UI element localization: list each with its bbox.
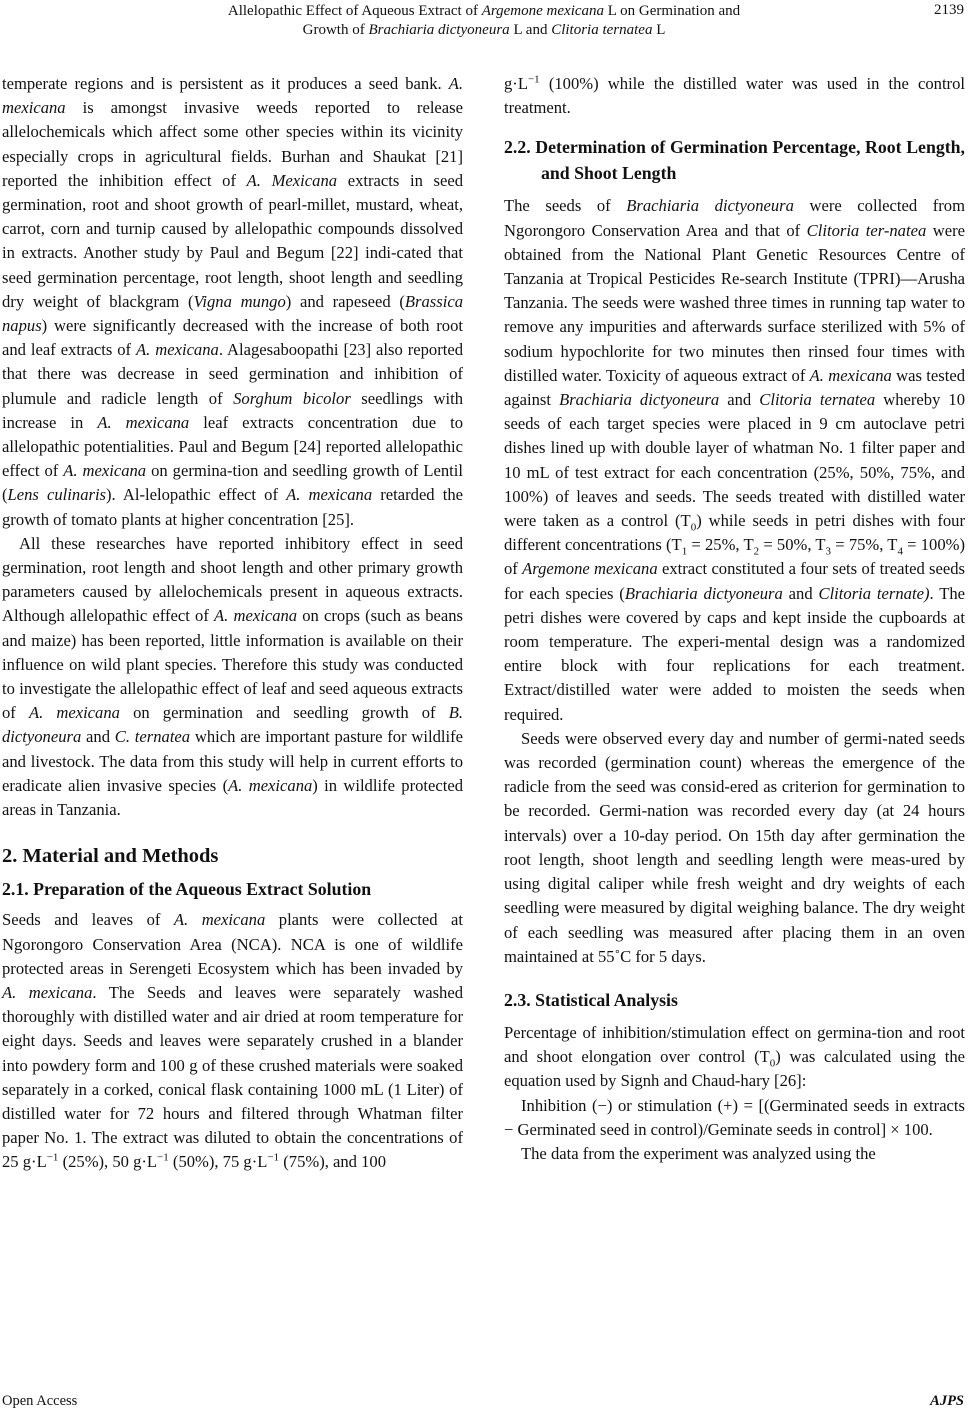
running-title-line1: Allelopathic Effect of Aqueous Extract of Argemone mexicana L on Germination and [227,3,741,19]
running-head [0,2,968,40]
paragraph: Percentage of inhibition/stimulation effect on germina-tion and root and shoot elongation over control $(T_0)$ was calculated using the equation used by Signh and Chaud-hary [26]: [504,1022,965,1091]
footer-open-access: Open Access [2,1393,78,1409]
paragraph: The seeds of Brachiaria dictyoneura were collected from Ngorongoro Conservation Area and that of Clitoria ter-natea were obtained from the National Plant Genetic Resources Centre of Tanzania at Tropical Pesticides Re-search Institute (TPRI)—Arusha Tanzania. The seeds were washed three times in running tap water to remove any impurities and afterwards surface sterilized with 5% of sodium hypochlorite for two minutes then rinsed four times with distilled water. Toxicity of aqueous extract of A. mexicana was tested against Brachiaria dictyoneura and Clitoria ternatea whereby 10 seeds of each target species were placed in 9 cm autoclave petri dishes lined up with double layer of whatman No. 1 filter paper and 10 mL of test extract for each concentration (25%, 50%, 75%, and 100%) of leaves and seeds. The seeds treated with distilled water were taken as a control $(T_0)$ while seeds in petri dishes with four different concentrations ($T_1 = 25\%$, $T_2 = 50\%$, $T_3 = 75\%$, $T_4 = 100\%$) of Argemone mexicana extract constituted a four sets of treated seeds for each species (Brachiaria dictyoneura and Clitoria ternate). The petri dishes were covered by caps and kept inside the cupboards at room temperature. The experi-mental design was a randomized entire block with four replications for each treatment. Extract/distilled water were added to moisten the seeds when required. [504,196,966,724]
paragraph: $g\cdot L^{-1}$ (100%) while the distilled water was used in the control treatment. [504,73,965,118]
paragraph: temperate regions and is persistent as it produces a seed bank. A. mexicana is amongst invasive weeds reported to release allelochemicals which affect some other species within its vicinity especially crops in agricultural fields. Burhan and Shaukat [21] reported the inhibition effect of A. Mexicana extracts in seed germination, root and shoot growth of pearl-millet, mustard, wheat, carrot, corn and turnip caused by allelopathic compounds dissolved in extracts. Another study by Paul and Begum [22] indi-cated that seed germination percentage, root length, shoot length and seedling dry weight of blackgram (Vigna mungo) and rapeseed (Brassica napus) were significantly decreased with the increase of both root and leaf extracts of A. mexicana. Alagesaboopathi [23] also reported that there was decrease in seed germination and inhibition of plumule and radicle length of Sorghum bicolor seedlings with increase in A. mexicana leaf extracts concentration due to allelopathic potentialities. Paul and Begum [24] reported allelopathic effect of A. mexicana on germina-tion and seedling growth of Lentil (Lens culinaris). Al-lelopathic effect of A. mexicana retarded the growth of tomato plants at higher concentration [25]. [2,74,464,529]
footer-journal: AJPS [930,1393,964,1409]
left-column [2,72,463,1175]
subsection-heading: 2.2. Determination of Germination Percentage, Root Length, and Shoot Length [504,137,965,184]
running-title-line2: Growth of Brachiaria dictyoneura L and Clitoria ternatea L [302,22,666,38]
paragraph: Seeds and leaves of A. mexicana plants were collected at Ngorongoro Conservation Area (NCA). NCA is one of wildlife protected areas in Serengeti Ecosystem which has been invaded by A. mexicana. The Seeds and leaves were separately washed thoroughly with distilled water and air dried at room temperature for eight days. Seeds and leaves were separately crushed in a blander into powdery form and 100 g of these crushed materials were soaked separately in a corked, conical flask containing 1000 mL (1 Liter) of distilled water for 72 hours and filtered through Whatman filter paper No. 1. The extract was diluted to obtain the concentrations of 25 $g\cdot L^{-1}$ (25%), 50 $g\cdot L^{-1}$ (50%), 75 $g\cdot L^{-1}$ (75%), and 100 [2,910,463,1172]
section-heading: 2. Material and Methods [2,845,219,868]
page-number: 2139 [934,2,964,18]
paragraph: All these researches have reported inhibitory effect in seed germination, root length and shoot length and other primary growth parameters caused by allelochemicals present in aqueous extracts. Although allelopathic effect of A. mexicana on crops (such as beans and maize) has been reported, little information is available on their influence on wild plant species. Therefore this study was conducted to investigate the allelopathic effect of leaf and seed aqueous extracts of A. mexicana on germination and seedling growth of B. dictyoneura and C. ternatea which are important pasture for wildlife and livestock. The data from this study will help in current efforts to eradicate alien invasive species (A. mexicana) in wildlife protected areas in Tanzania. [2,533,464,820]
paragraph: The data from the experiment was analyzed using the [521,1143,876,1163]
subsection-heading: 2.1. Preparation of the Aqueous Extract Solution [2,879,372,900]
subsection-heading: 2.3. Statistical Analysis [504,989,678,1010]
paragraph: Inhibition (−) or stimulation (+) = [(Germinated seeds in extracts − Germinated seed in control)/Geminate seeds in control] × 100. [504,1095,965,1139]
right-column [504,72,965,1166]
paragraph: Seeds were observed every day and number of germi-nated seeds was recorded (germination count) whereas the emergence of the radicle from the seed was consid-ered as criterion for germination to be recorded. Germi-nation was recorded every day (at 24 hours intervals) over a 10-day period. On 15th day after germination the root length, shoot length and seedling length were meas-ured by using digital caliper while fresh weight and dry weights of each seedling were measured by digital weighing balance. The dry weight of each seedling was measured after placing them in an oven maintained at 55˚C for 5 days. [504,728,965,966]
